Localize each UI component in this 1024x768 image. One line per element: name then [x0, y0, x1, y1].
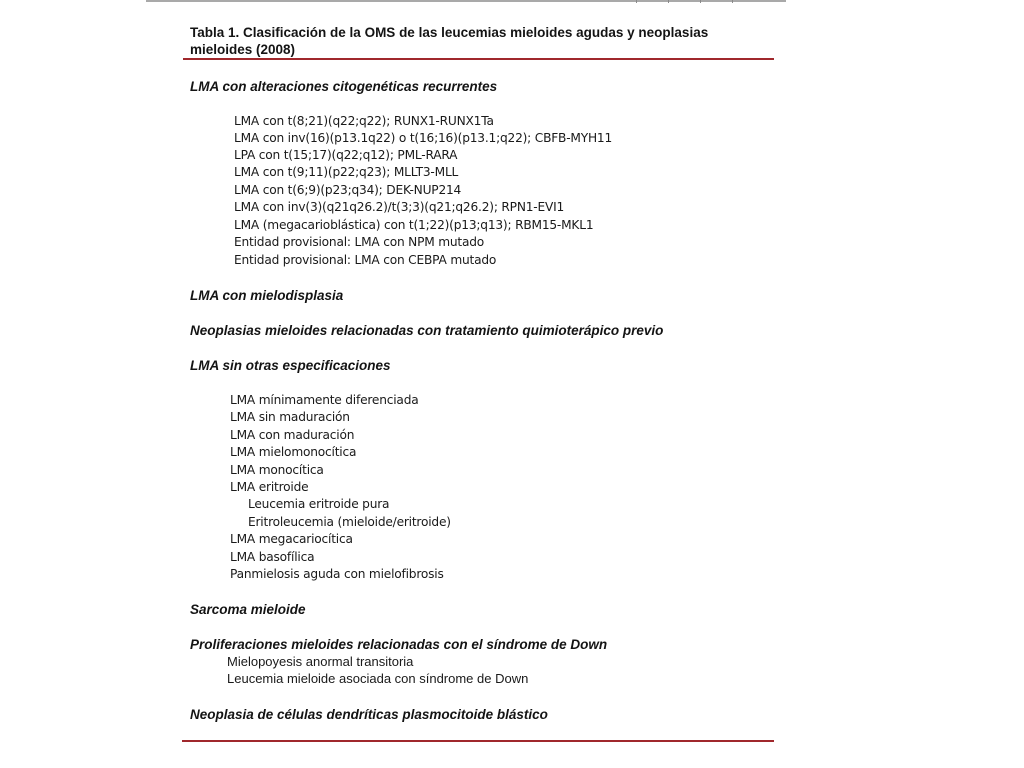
border-tick: [732, 0, 733, 3]
table-bottom-divider: [182, 740, 774, 742]
list-item: LMA eritroide: [230, 480, 309, 494]
list-item: Entidad provisional: LMA con NPM mutado: [234, 235, 485, 249]
border-tick: [668, 0, 669, 3]
list-item: LMA con t(9;11)(p22;q23); MLLT3-MLL: [234, 165, 459, 179]
section-heading-therapy-related: Neoplasias mieloides relacionadas con tratamiento quimioterápico previo: [190, 323, 664, 338]
list-item: LMA (megacarioblástica) con t(1;22)(p13;q13); RBM15-MKL1: [234, 218, 594, 232]
list-item: LMA sin maduración: [230, 410, 350, 424]
list-item: Entidad provisional: LMA con CEBPA mutado: [234, 253, 497, 267]
list-item: LMA monocítica: [230, 463, 324, 477]
list-item: Panmielosis aguda con mielofibrosis: [230, 567, 444, 581]
list-item: LMA con maduración: [230, 428, 355, 442]
section-heading-bpdcn: Neoplasia de células dendríticas plasmocitoide blástico: [190, 707, 548, 722]
border-tick: [636, 0, 637, 3]
list-item: LMA megacariocítica: [230, 532, 353, 546]
list-item: LMA con inv(16)(p13.1q22) o t(16;16)(p13.1;q22); CBFB-MYH11: [234, 131, 613, 145]
table-caption: [190, 24, 780, 58]
list-item: LMA mínimamente diferenciada: [230, 393, 419, 407]
page-top-border: [146, 0, 786, 2]
title-divider: [183, 58, 774, 60]
border-tick: [700, 0, 701, 3]
list-item: Leucemia mieloide asociada con síndrome de Down: [227, 671, 529, 686]
section-heading-myelodysplasia: LMA con mielodisplasia: [190, 288, 344, 303]
section-heading-nos: LMA sin otras especificaciones: [190, 358, 391, 373]
list-item: LMA mielomonocítica: [230, 445, 357, 459]
list-item: LMA basofílica: [230, 550, 315, 564]
list-item: Mielopoyesis anormal transitoria: [227, 654, 414, 669]
table-title: [190, 24, 780, 58]
list-subitem: Leucemia eritroide pura: [248, 497, 390, 511]
list-item: LMA con inv(3)(q21q26.2)/t(3;3)(q21;q26.2); RPN1-EVI1: [234, 200, 565, 214]
list-subitem: Eritroleucemia (mieloide/eritroide): [248, 515, 451, 529]
section-heading-recurrent-cytogenetic: LMA con alteraciones citogenéticas recurrentes: [190, 79, 498, 94]
list-item: LPA con t(15;17)(q22;q12); PML-RARA: [234, 148, 458, 162]
table-title-line2: mieloides (2008): [190, 42, 296, 57]
section-heading-down-syndrome: Proliferaciones mieloides relacionadas con el síndrome de Down: [190, 637, 608, 652]
list-item: LMA con t(8;21)(q22;q22); RUNX1-RUNX1Ta: [234, 114, 494, 128]
table-title-line1: Tabla 1. Clasificación de la OMS de las leucemias mieloides agudas y neoplasias: [190, 25, 709, 40]
section-heading-myeloid-sarcoma: Sarcoma mieloide: [190, 602, 306, 617]
list-item: LMA con t(6;9)(p23;q34); DEK-NUP214: [234, 183, 462, 197]
